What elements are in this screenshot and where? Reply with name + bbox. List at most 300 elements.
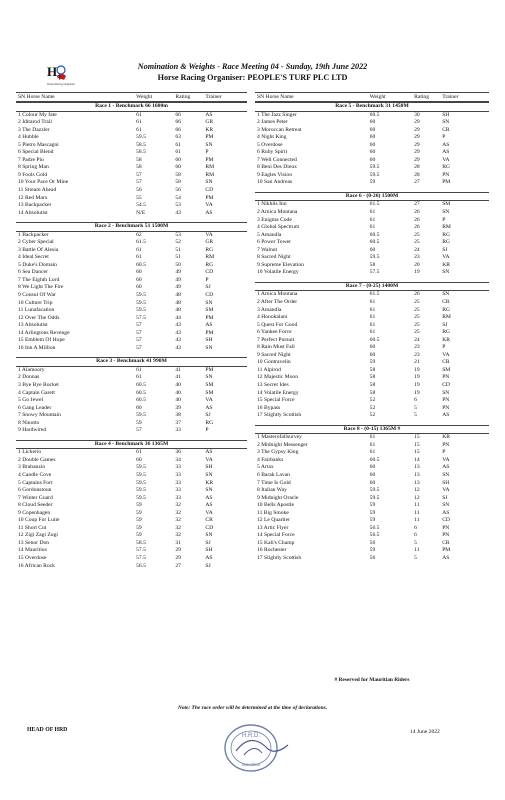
weight-cell: 59.5 xyxy=(136,494,146,501)
horse-name-cell: 5 Go Jewel xyxy=(18,397,44,404)
weight-cell: 61 xyxy=(369,306,376,313)
rating-cell: 19 xyxy=(414,382,420,388)
horse-name-cell: 7 Winter Guard xyxy=(18,494,53,501)
table-row xyxy=(255,209,489,217)
table-row xyxy=(255,405,489,413)
trainer-cell: RM xyxy=(205,164,215,171)
horse-name-cell: 8 Rain Must Fall xyxy=(257,344,295,351)
trainer-cell: KR xyxy=(205,126,214,133)
table-row xyxy=(16,195,247,203)
horse-name-cell: 3 The Dazzler xyxy=(18,126,50,133)
table-row xyxy=(16,300,247,308)
table-row xyxy=(255,495,489,503)
rating-cell: 43 xyxy=(175,344,181,351)
trainer-cell: CR xyxy=(442,126,450,133)
table-row xyxy=(255,269,489,277)
weight-cell: 60.5 xyxy=(136,261,146,268)
horse-name-cell: 2 Midnight Messenger xyxy=(257,441,308,448)
trainer-cell: PM xyxy=(205,314,214,321)
weight-cell: 52 xyxy=(369,412,376,419)
col-header-trainer: Trainer xyxy=(442,94,459,100)
weight-cell: 56.5 xyxy=(136,562,146,569)
table-row xyxy=(255,472,489,480)
table-row xyxy=(255,517,489,525)
horse-name-cell: 4 Hubble xyxy=(18,134,39,141)
trainer-cell: P xyxy=(442,449,446,456)
horse-name-cell: 14 Special Force xyxy=(257,532,295,539)
trainer-cell: SN xyxy=(205,487,213,494)
rating-cell: 50 xyxy=(175,261,181,268)
rating-cell: 66 xyxy=(175,126,181,133)
table-row xyxy=(255,119,489,127)
weight-cell: 59 xyxy=(136,419,142,426)
rating-cell: 48 xyxy=(175,292,181,299)
weight-cell: 56 xyxy=(369,554,376,561)
table-row xyxy=(16,307,247,315)
trainer-cell: PM xyxy=(205,156,214,163)
weight-cell: 61 xyxy=(136,111,142,118)
horse-name-cell: 15 Kali's Champ xyxy=(257,539,295,546)
table-row xyxy=(16,563,247,571)
table-row xyxy=(255,307,489,315)
table-row xyxy=(16,540,247,548)
trainer-cell: CD xyxy=(205,292,214,299)
trainer-cell: RG xyxy=(205,246,214,253)
table-row xyxy=(16,187,247,195)
horse-name-cell: 9 Consul Of War xyxy=(18,292,56,299)
trainer-cell: CD xyxy=(205,524,214,531)
table-row xyxy=(255,434,489,442)
trainer-cell: SH xyxy=(442,111,450,118)
horse-name-cell: 12 Zigi Zagi Zugi xyxy=(18,532,58,539)
horse-name-cell: 14 Absolutist xyxy=(18,209,48,216)
race-header: Race 1 - Benchmark 66 1600m xyxy=(16,102,247,112)
weight-cell: 59.5 xyxy=(136,479,146,486)
race-header: Race 3 - Benchmark 41 990M xyxy=(16,357,247,367)
table-row xyxy=(255,532,489,540)
rating-cell: 53 xyxy=(175,231,181,238)
trainer-cell: VA xyxy=(442,456,450,463)
rating-cell: 37 xyxy=(175,419,181,426)
table-row xyxy=(16,322,247,330)
weight-cell: 58 xyxy=(136,156,142,163)
trainer-cell: SN xyxy=(442,209,450,216)
table-row xyxy=(16,420,247,428)
horse-name-cell: 2 Cyber Special xyxy=(18,239,54,246)
rating-cell: 58 xyxy=(175,179,181,186)
horse-name-cell: 1 Masterofallsurvey xyxy=(257,434,302,441)
horse-name-cell: 2 Donnas xyxy=(18,374,40,381)
table-row xyxy=(255,232,489,240)
svg-text:Horse Racing Organiser: Horse Racing Organiser xyxy=(47,83,75,86)
horse-name-cell: 8 Ninotto xyxy=(18,419,40,426)
weight-cell: 61 xyxy=(136,374,142,381)
rating-cell: 32 xyxy=(175,502,181,509)
trainer-cell: RG xyxy=(205,419,214,426)
rating-cell: 15 xyxy=(414,434,420,441)
trainer-cell: SN xyxy=(442,269,450,276)
weight-cell: 58 xyxy=(369,389,376,396)
trainer-cell: SM xyxy=(205,382,214,388)
table-row xyxy=(255,291,489,299)
weight-cell: 60.5 xyxy=(369,111,380,118)
weight-cell: 61 xyxy=(369,329,376,336)
weight-cell: 59.5 xyxy=(136,299,146,306)
weight-cell: 59 xyxy=(136,509,142,516)
weight-cell: 59 xyxy=(136,517,142,524)
rating-cell: 66 xyxy=(175,111,181,118)
rating-cell: 13 xyxy=(414,471,420,478)
rating-cell: 23 xyxy=(414,344,420,351)
col-header-name: SN Horse Name xyxy=(257,94,294,100)
rating-cell: 32 xyxy=(175,517,181,524)
rating-cell: 49 xyxy=(175,284,181,291)
right-race-column xyxy=(255,92,489,563)
table-row xyxy=(16,390,247,398)
table-row xyxy=(255,397,489,405)
trainer-cell: SH xyxy=(205,464,213,471)
table-row xyxy=(16,277,247,285)
horse-name-cell: 9 Supreme Elevation xyxy=(257,261,304,268)
rating-cell: 43 xyxy=(175,329,181,336)
trainer-cell: PN xyxy=(442,524,450,531)
weight-cell: 58.5 xyxy=(136,539,146,546)
rating-cell: 51 xyxy=(175,246,181,253)
rating-cell: 44 xyxy=(175,314,181,321)
weight-cell: 57 xyxy=(136,337,142,344)
rating-cell: 11 xyxy=(414,502,420,509)
race-header: Race 8 - (0-15) 1365M # xyxy=(255,425,489,435)
table-row xyxy=(16,232,247,240)
rating-cell: 39 xyxy=(175,404,181,411)
weight-cell: 61 xyxy=(136,449,142,456)
trainer-cell: VA xyxy=(442,487,450,494)
horse-name-cell: 15 Overdose xyxy=(18,554,47,561)
table-row xyxy=(16,480,247,488)
trainer-cell: SN xyxy=(205,141,213,148)
weight-cell: 60.5 xyxy=(136,382,146,388)
table-row xyxy=(255,337,489,345)
trainer-cell: SN xyxy=(442,119,450,126)
trainer-cell: P xyxy=(205,149,209,156)
horse-name-cell: 3 Moroccan Retreat xyxy=(257,126,302,133)
trainer-cell: RG xyxy=(442,329,450,336)
trainer-cell: SM xyxy=(205,307,214,314)
weight-cell: 60 xyxy=(369,119,376,126)
weight-cell: 60 xyxy=(136,269,142,276)
trainer-cell: SJ xyxy=(205,562,211,569)
horse-name-cell: 5 Captains Fort xyxy=(18,479,53,486)
trainer-cell: GR xyxy=(205,119,214,126)
table-row xyxy=(16,495,247,503)
rating-cell: 40 xyxy=(175,397,181,404)
trainer-cell: RM xyxy=(442,314,451,321)
weight-cell: 59.5 xyxy=(136,134,146,141)
weight-cell: 52 xyxy=(369,404,376,411)
weight-cell: 58.5 xyxy=(136,141,146,148)
weight-cell: 61 xyxy=(369,314,376,321)
horse-name-cell: 8 Spring Man xyxy=(18,164,49,171)
horse-name-cell: 7 Time Is Gold xyxy=(257,479,291,486)
table-row xyxy=(16,517,247,525)
rating-cell: 61 xyxy=(175,141,181,148)
weight-cell: 60 xyxy=(369,126,376,133)
rating-cell: 32 xyxy=(175,524,181,531)
table-row xyxy=(16,134,247,142)
table-row xyxy=(16,149,247,157)
rating-cell: 5 xyxy=(414,412,417,419)
rating-cell: 53 xyxy=(175,202,181,209)
trainer-cell: SM xyxy=(442,201,451,208)
race-header: Race 6 - (0-26) 1500M xyxy=(255,192,489,202)
trainer-cell: VA xyxy=(205,456,213,463)
trainer-cell: VA xyxy=(205,397,213,404)
weight-cell: 60.5 xyxy=(136,389,146,396)
trainer-cell: AS xyxy=(205,111,213,118)
trainer-cell: VA xyxy=(442,351,450,358)
table-row xyxy=(16,427,247,435)
trainer-cell: RG xyxy=(442,239,450,246)
table-row xyxy=(16,157,247,165)
horse-name-cell: 12 Over The Odds xyxy=(18,314,60,321)
weight-cell: 61 xyxy=(136,119,142,126)
trainer-cell: SJ xyxy=(205,412,211,419)
weight-cell: 59 xyxy=(369,502,376,509)
horse-name-cell: 6 Special Blend xyxy=(18,149,54,156)
weight-cell: 59.5 xyxy=(369,164,380,171)
rating-cell: 41 xyxy=(175,374,181,381)
table-row xyxy=(16,127,247,135)
rating-cell: 27 xyxy=(414,201,420,208)
rating-cell: 49 xyxy=(175,269,181,276)
table-row xyxy=(16,172,247,180)
trainer-cell: KR xyxy=(442,261,450,268)
horse-name-cell: 4 Global Spectrum xyxy=(257,224,300,231)
table-row xyxy=(255,480,489,488)
horse-name-cell: 2 Arnica Montana xyxy=(257,209,298,216)
horse-name-cell: 4 Honokalani xyxy=(257,314,288,321)
table-row xyxy=(255,149,489,157)
weight-cell: 61 xyxy=(136,246,142,253)
horse-name-cell: 7 Well Connected xyxy=(257,156,297,163)
weight-cell: 60 xyxy=(369,134,376,141)
table-row xyxy=(16,210,247,218)
trainer-cell: SN xyxy=(205,471,213,478)
horse-name-cell: 9 Copenhagen xyxy=(18,509,51,516)
rating-cell: 5 xyxy=(414,404,417,411)
trainer-cell: PM xyxy=(205,194,214,201)
trainer-cell: PN xyxy=(442,171,450,178)
horse-name-cell: 12 Le Quartier xyxy=(257,517,290,524)
rating-cell: 29 xyxy=(414,141,420,148)
rating-cell: 66 xyxy=(175,119,181,126)
race-header: Race 2 - Benchmark 51 1500M xyxy=(16,222,247,232)
horse-name-cell: 11 Lunafacation xyxy=(18,307,55,314)
horse-name-cell: 3 Brabanzio xyxy=(18,464,46,471)
weight-cell: 54.5 xyxy=(136,202,146,209)
weight-cell: 60 xyxy=(136,284,142,291)
rating-cell: 19 xyxy=(414,366,420,373)
horse-name-cell: 10 Volatile Energy xyxy=(257,269,299,276)
weight-cell: 60.5 xyxy=(369,336,380,343)
trainer-cell: SN xyxy=(442,502,450,509)
weight-cell: 60.5 xyxy=(369,231,380,238)
weight-cell: 59 xyxy=(136,532,142,539)
trainer-cell: AS xyxy=(205,502,213,509)
horse-name-cell: 4 Candle Cove xyxy=(18,471,52,478)
trainer-cell: SN xyxy=(442,389,450,396)
weight-cell: 57 xyxy=(136,322,142,329)
trainer-cell: PM xyxy=(205,366,214,373)
horse-name-cell: 3 Battle Of Alesia xyxy=(18,246,59,253)
horse-name-cell: 16 African Rock xyxy=(18,562,55,569)
trainer-cell: AS xyxy=(205,449,213,456)
table-row xyxy=(16,449,247,457)
trainer-cell: VA xyxy=(442,254,450,261)
table-row xyxy=(16,464,247,472)
weight-cell: N/E xyxy=(136,209,146,216)
horse-name-cell: 13 Secret Ides xyxy=(257,382,289,388)
horse-name-cell: 14 Mauritius xyxy=(18,547,47,554)
rating-cell: 33 xyxy=(175,494,181,501)
horse-name-cell: 16 Bypass xyxy=(257,404,281,411)
rating-cell: 49 xyxy=(175,276,181,283)
trainer-cell: PN xyxy=(442,397,450,404)
rating-cell: 48 xyxy=(175,307,181,314)
rating-cell: 24 xyxy=(414,336,420,343)
rating-cell: 12 xyxy=(414,494,420,501)
horse-name-cell: 6 Gang Leader xyxy=(18,404,52,411)
table-row xyxy=(255,344,489,352)
trainer-cell: P xyxy=(442,134,446,141)
trainer-cell: AS xyxy=(442,509,450,516)
rating-cell: 26 xyxy=(414,216,420,223)
weight-cell: 60 xyxy=(369,156,376,163)
horse-name-cell: 5 Overdose xyxy=(257,141,283,148)
table-row xyxy=(16,179,247,187)
table-row xyxy=(255,247,489,255)
table-row xyxy=(255,322,489,330)
trainer-cell: CD xyxy=(442,382,450,388)
table-row xyxy=(255,112,489,120)
weight-cell: 56 xyxy=(136,186,142,193)
table-row xyxy=(255,314,489,322)
table-row xyxy=(255,299,489,307)
trainer-cell: SN xyxy=(205,179,213,186)
horse-name-cell: 6 Ruby Spirit xyxy=(257,149,288,156)
table-row xyxy=(255,201,489,209)
rating-cell: 26 xyxy=(414,224,420,231)
rating-cell: 48 xyxy=(175,299,181,306)
table-row xyxy=(255,390,489,398)
weight-cell: 59.5 xyxy=(136,292,146,299)
weight-cell: 61 xyxy=(136,126,142,133)
table-row xyxy=(255,217,489,225)
trainer-cell: CD xyxy=(442,517,450,524)
race-header: Race 7 - (0-25) 1400M xyxy=(255,282,489,292)
horse-name-cell: 9 Fools Gold xyxy=(18,171,48,178)
svg-text:H.R.D.: H.R.D. xyxy=(242,733,260,739)
horse-name-cell: 5 Quest For Good xyxy=(257,321,298,328)
horse-name-cell: 14 Volatile Energy xyxy=(257,389,299,396)
table-row xyxy=(255,449,489,457)
rating-cell: 26 xyxy=(414,291,420,298)
trainer-cell: SJ xyxy=(205,539,211,546)
trainer-cell: P xyxy=(205,276,209,283)
table-row xyxy=(255,352,489,360)
trainer-cell: RM xyxy=(205,254,215,261)
horse-name-cell: 4 Captain Garett xyxy=(18,389,55,396)
race-header: Race 5 - Benchmark 31 1450M xyxy=(255,102,489,112)
table-row xyxy=(16,112,247,120)
table-row xyxy=(16,374,247,382)
horse-name-cell: 17 Slightly Scottish xyxy=(257,412,302,419)
table-row xyxy=(255,442,489,450)
weight-cell: 59.5 xyxy=(136,471,146,478)
horse-name-cell: 8 Italian Way xyxy=(257,487,287,494)
trainer-cell: P xyxy=(205,427,209,434)
rating-cell: 20 xyxy=(414,261,420,268)
rating-cell: 58 xyxy=(175,171,181,178)
weight-cell: 57 xyxy=(136,171,142,178)
horse-name-cell: 5 Pietro Mascagni xyxy=(18,141,59,148)
horse-name-cell: 10 Gontravelin xyxy=(257,359,291,366)
table-row xyxy=(16,525,247,533)
horse-name-cell: 13 Absolutist xyxy=(18,322,48,329)
trainer-cell: AS xyxy=(442,149,450,156)
weight-cell: 60 xyxy=(369,344,376,351)
table-row xyxy=(255,329,489,337)
table-row xyxy=(16,142,247,150)
rating-cell: 60 xyxy=(175,156,181,163)
weight-cell: 60.5 xyxy=(136,397,146,404)
table-row xyxy=(255,374,489,382)
trainer-cell: SH xyxy=(205,547,213,554)
rating-cell: 25 xyxy=(414,314,420,321)
horse-name-cell: 7 The Eighth Lord xyxy=(18,276,60,283)
trainer-cell: AS xyxy=(205,554,213,561)
weight-cell: 61.5 xyxy=(369,291,380,298)
trainer-cell: VA xyxy=(205,231,213,238)
rating-cell: 5 xyxy=(414,554,417,561)
horse-name-cell: 12 Red Marx xyxy=(18,194,48,201)
table-row xyxy=(16,315,247,323)
weight-cell: 59 xyxy=(369,179,376,186)
table-row xyxy=(16,555,247,563)
trainer-cell: AS xyxy=(205,322,213,329)
weight-cell: 61 xyxy=(369,434,376,441)
rating-cell: 27 xyxy=(175,562,181,569)
rating-cell: 29 xyxy=(414,149,420,156)
trainer-cell: SN xyxy=(205,344,213,351)
trainer-cell: SN xyxy=(442,471,450,478)
trainer-cell: AS xyxy=(442,464,450,471)
horse-name-cell: 7 Padre Pio xyxy=(18,156,44,163)
table-row xyxy=(16,502,247,510)
table-row xyxy=(255,157,489,165)
rating-cell: 6 xyxy=(414,532,417,539)
weight-cell: 57.5 xyxy=(136,314,146,321)
weight-cell: 60.5 xyxy=(369,239,380,246)
rating-cell: 21 xyxy=(414,359,420,366)
weight-cell: 61 xyxy=(369,441,376,448)
table-row xyxy=(16,510,247,518)
weight-cell: 59.5 xyxy=(136,412,146,419)
weight-cell: 57 xyxy=(136,329,142,336)
horse-name-cell: 9 Sacred Night xyxy=(257,351,291,358)
trainer-cell: SN xyxy=(205,532,213,539)
weight-cell: 62 xyxy=(136,231,142,238)
